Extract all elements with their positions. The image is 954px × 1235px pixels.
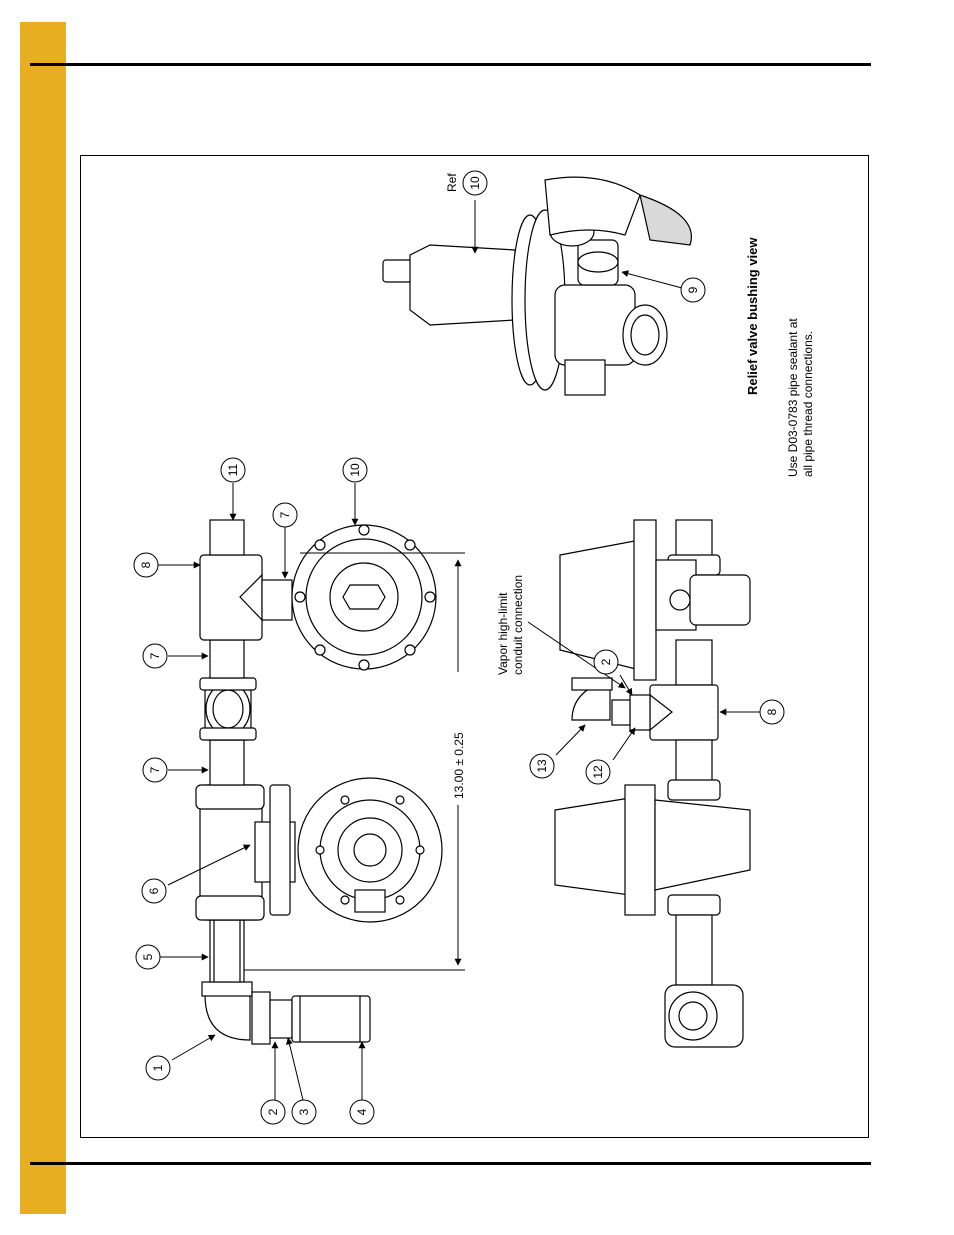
callout-7-upper: [143, 644, 167, 668]
callout-4: [350, 1100, 374, 1124]
elbow-fitting: [205, 995, 250, 1040]
svg-text:11: 11: [226, 463, 240, 477]
pipe-7-lower: [210, 740, 244, 785]
svg-text:7: 7: [148, 766, 162, 774]
callout-13: [530, 754, 554, 778]
svg-text:9: 9: [686, 286, 700, 294]
svg-text:2: 2: [599, 658, 613, 666]
pipe-7-upper: [210, 640, 244, 678]
pipe-5: [210, 920, 244, 982]
callout-3: [292, 1100, 316, 1124]
svg-text:3: 3: [297, 1108, 311, 1116]
relief-view-title: Relief valve bushing view: [745, 237, 760, 395]
callout-1: [146, 1056, 170, 1080]
coupling-4: [292, 996, 370, 1042]
callout-2: [261, 1100, 285, 1124]
svg-text:13: 13: [535, 759, 549, 773]
callout-10-ref: [463, 171, 487, 195]
dimension-label: 13.00 ± 0.25: [452, 732, 466, 799]
side-view-assembly: [555, 520, 750, 1047]
callout-7-lower: [143, 758, 167, 782]
callout-9: [681, 278, 705, 302]
note-line2: all pipe thread connections.: [801, 330, 815, 477]
vapor-label-line2: conduit connection: [511, 574, 525, 675]
vapor-label-line1: Vapor high-limit: [496, 592, 510, 675]
callout-12: [586, 760, 610, 784]
regulator-side: [555, 798, 630, 895]
callout-5: [136, 945, 160, 969]
svg-text:10: 10: [348, 463, 362, 477]
svg-text:2: 2: [266, 1108, 280, 1116]
note-line1: Use D03-0783 pipe sealant at: [786, 318, 800, 477]
callout-8-side: [760, 700, 784, 724]
leaders: [158, 200, 760, 1100]
svg-text:10: 10: [468, 176, 482, 190]
svg-text:7: 7: [148, 652, 162, 660]
nipple-3: [270, 1000, 292, 1038]
svg-text:5: 5: [141, 953, 155, 961]
svg-text:12: 12: [591, 765, 605, 779]
callout-10-main: [343, 458, 367, 482]
bushing-2: [252, 992, 270, 1044]
callout-11: [221, 458, 245, 482]
main-assembly: [196, 520, 442, 1044]
svg-text:4: 4: [355, 1108, 369, 1116]
elbow-body: [202, 982, 252, 996]
svg-text:1: 1: [151, 1064, 165, 1072]
svg-text:6: 6: [147, 887, 161, 895]
pipe-11: [210, 520, 244, 555]
ref-label: Ref: [445, 173, 459, 192]
callout-7-tee: [273, 503, 297, 527]
relief-valve-iso: [383, 177, 691, 395]
callout-6: [142, 879, 166, 903]
callout-8-top: [134, 553, 158, 577]
relief-valve-side: [560, 540, 640, 670]
svg-text:7: 7: [278, 511, 292, 519]
svg-text:8: 8: [139, 561, 153, 569]
svg-text:8: 8: [765, 708, 779, 716]
callout-2-side: [594, 650, 618, 674]
